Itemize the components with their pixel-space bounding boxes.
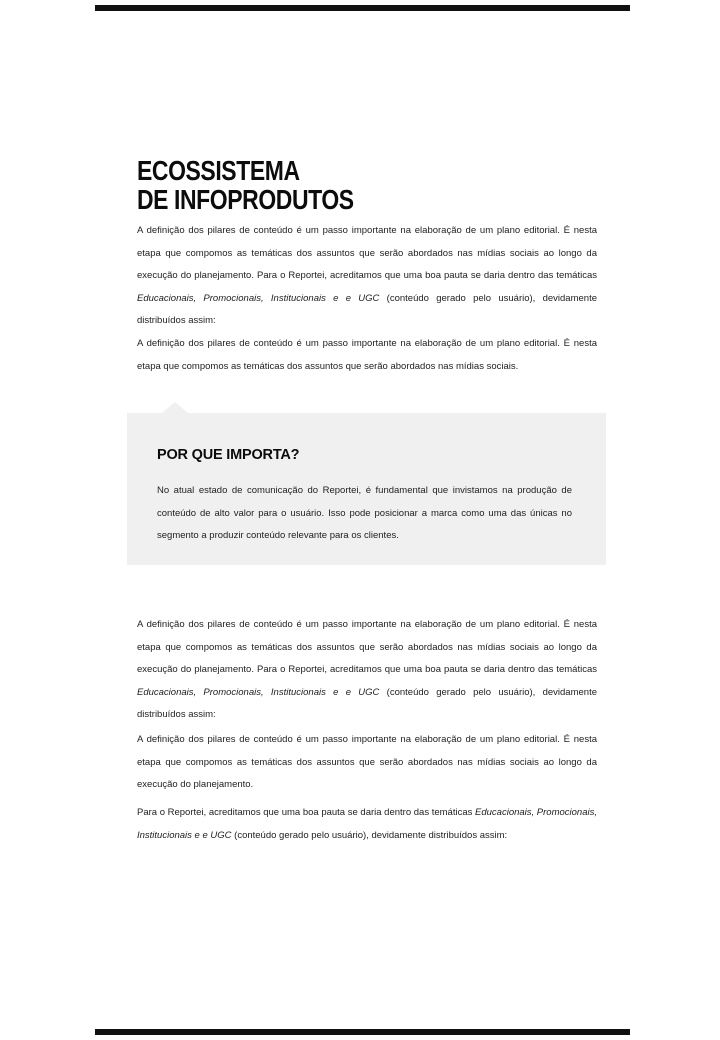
callout-heading: POR QUE IMPORTA? (157, 447, 300, 463)
page-separator-bottom (95, 1029, 630, 1035)
callout-tail-icon (162, 402, 188, 413)
document-title-line1: ECOSSISTEMA (137, 155, 300, 186)
paragraph-planning: A definição dos pilares de conteúdo é um passo importante na elaboração de um plano editorial. É nesta etapa que compomos as temáticas dos assuntos que serão abordados nas mídias sociais ao longo da execução do planejamento. (137, 734, 597, 790)
document-title-line2: DE INFOPRODUTOS (137, 184, 354, 215)
page-separator-top (95, 5, 630, 11)
paragraph-repeat-full: A definição dos pilares de conteúdo é um passo importante na elaboração de um plano editorial. É nesta etapa que compomos as temáticas dos assuntos que serão abordados nas mídias sociais ao longo da execução do planejamento. Para o Reportei, acreditamos que uma boa pauta se daria dentro das temáticas Educacionais, Promocionais, Institucionais e e UGC (conteúdo gerado pelo usuário), devidamente distribuídos assim: (137, 619, 597, 720)
paragraph-pauta: Para o Reportei, acreditamos que uma boa pauta se daria dentro das temáticas Educacionais, Promocionais, Institucionais e e UGC (conteúdo gerado pelo usuário), devidamente distribuídos assim: (137, 807, 597, 841)
callout-box (127, 413, 606, 565)
paragraph-intro-full: A definição dos pilares de conteúdo é um passo importante na elaboração de um plano editorial. É nesta etapa que compomos as temáticas dos assuntos que serão abordados nas mídias sociais ao longo da execução do planejamento. Para o Reportei, acreditamos que uma boa pauta se daria dentro das temáticas Educacionais, Promocionais, Institucionais e e UGC (conteúdo gerado pelo usuário), devidamente distribuídos assim: (137, 225, 597, 326)
document-title (137, 156, 354, 214)
paragraph-intro-short: A definição dos pilares de conteúdo é um passo importante na elaboração de um plano editorial. É nesta etapa que compomos as temáticas dos assuntos que serão abordados nas mídias sociais. (137, 338, 597, 372)
callout-body: No atual estado de comunicação do Reportei, é fundamental que invistamos na produção de conteúdo de alto valor para o usuário. Isso pode posicionar a marca como uma das únicas no segmento a produzir conteúdo relevante para os clientes. (157, 485, 572, 541)
